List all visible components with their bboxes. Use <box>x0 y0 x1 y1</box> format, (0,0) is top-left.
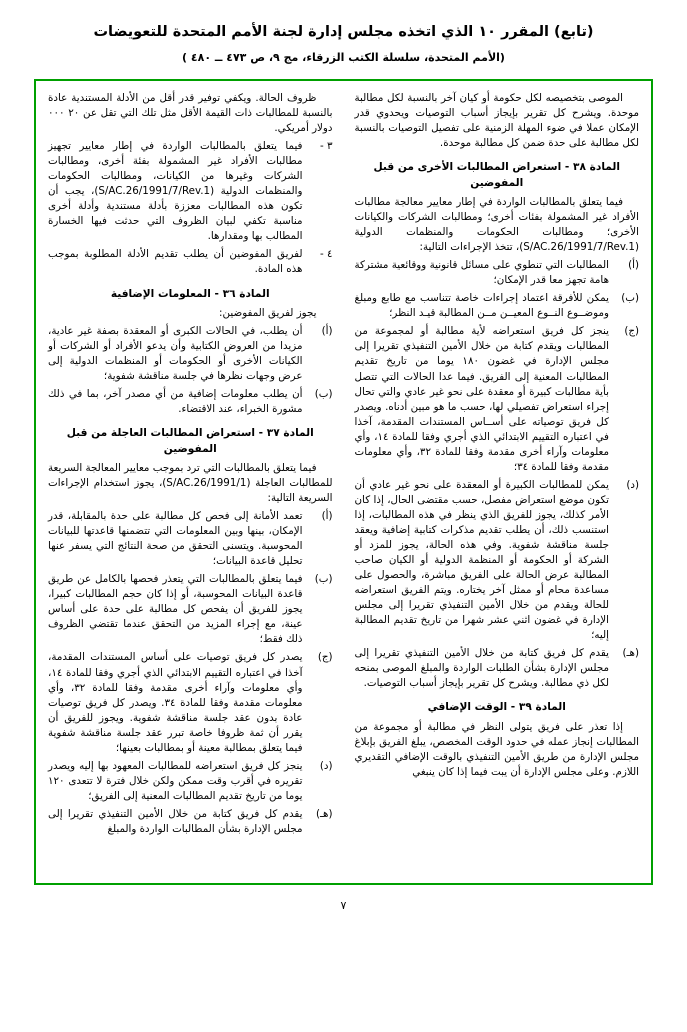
item-text: يقدم كل فريق كتابة من خلال الأمين التنفيذي تقريرا إلى مجلس الإدارة بشأن الطلبات الواردة والمبلغ الموصى بمنحه لكل ذي مطالبة. ويشرح كل تقرير بإيجاز أسباب التوصيات. <box>354 647 609 690</box>
section-39-heading: المادة ٣٩ - الوقت الإضافي <box>427 701 566 714</box>
item-marker: (ب) <box>621 292 639 305</box>
item-marker: (هـ) <box>622 647 639 660</box>
section-38-item <box>355 324 640 474</box>
item-text: لفريق المفوضين أن يطلب تقديم الأدلة المطلوبة بموجب هذه المادة. <box>48 248 303 276</box>
paragraph-continuation: ظروف الحالة. ويكفي توفير قدر أقل من الأدلة المستندية عادة بالنسبة للمطالبات ذات القيمة الأقل مثل تلك التي تقل عن ٢٠ ٠٠٠ دولار أمريكي. <box>48 92 333 135</box>
item-text: فيما يتعلق بالمطالبات الواردة في إطار معايير تجهيز مطالبات الأفراد غير المشمولة بفئة أخرى، ومطالبات الشركات وغيرها من الكيانات، ومطالبات الحكومات والمنظمات الدولية (S/AC.26/1991/7/Rev.1)، يجب أن تكون هذه المطالبات معززة بأدلة مستندية وأدلة أخرى مناسبة تكفي لبيان الظروف التي حدثت فيها الخسارة المطالب بها ومقدارها. <box>48 140 303 243</box>
item-text: تعمد الأمانة إلى فحص كل مطالبة على حدة بالمقابلة، قدر الإمكان، بينها وبين المعلومات التي تتضمنها قاعدتها للبيانات المحوسبة. ويتسنى التحقق من صحة النتائج التي يسفر عنها تحليل قاعدة البيانات؛ <box>48 510 303 568</box>
item-text: يمكن للأفرقة اعتماد إجراءات خاصة تتناسب مع طابع ومبلغ وموضــوع النــوع المعيــن مــن المطالبة قيـد النظر؛ <box>354 292 609 320</box>
section-38-item <box>355 291 640 321</box>
section-36-intro: يجوز لفريق المفوضين: <box>219 306 317 319</box>
item-text: المطالبات التي تنطوي على مسائل قانونية ووقائعية مشتركة هامة تجهز معا قدر الإمكان؛ <box>354 259 609 287</box>
item-marker: (أ) <box>628 259 639 272</box>
item-text: أن يطلب، في الحالات الكبرى أو المعقدة بصفة غير عادية، مزيدا من العروض الكتابية وأن يدعو الأفراد أو الشركات أو الكيانات الأخرى أو الحكومات أو المنظمات الدولية إلى عرض وجهات نظرها في جلسة مناقشة شفوية؛ <box>48 325 303 383</box>
section-38-intro: فيما يتعلق بالمطالبات الواردة في إطار معايير معالجة مطالبات الأفراد غير المشمولة بفئات أخرى؛ ومطالبات الشركات والكيانات الأخرى؛ ومطالبات الحكومات والمنظمات الدولية (S/AC.26/1991/7/Rev.1)، تتخذ الإجراءات التالية: <box>354 196 639 254</box>
item-marker: ٤ - <box>319 248 333 261</box>
right-column <box>48 91 333 871</box>
numbered-paragraph <box>48 139 333 244</box>
item-text: ينجز كل فريق استعراضه للمطالبات المعهود بها إليه ويصدر تقريره في أقرب وقت ممكن ولكن خلال فترة لا تتعدى ١٢٠ يوما من تاريخ تقديم المطالبات المعنية إلى الفريق؛ <box>48 759 303 802</box>
section-38-item <box>355 478 640 643</box>
section-37-item <box>48 759 333 804</box>
section-37-intro: فيما يتعلق بالمطالبات التي ترد بموجب معايير المعالجة السريعة للمطالبات العاجلة (S/AC.26/1991/1)، يجوز استخدام الإجراءات السريعة التالية: <box>48 462 333 505</box>
page-subtitle: (الأمم المتحدة، سلسلة الكتب الزرقاء، مج ٩، ص ٤٧٣ ــ ٤٨٠ ) <box>182 50 505 64</box>
left-column <box>355 91 640 871</box>
paragraph-continuation: الموصى بتخصيصه لكل حكومة أو كيان آخر بالنسبة لكل مطالبة موحدة. ويشرح كل تقرير بإيجاز أسباب التوصيات ويحدوي قدر الإمكان عملا في ضوء المهلة الزمنية على تفصيل التوصيات بالنسبة لكل مطالبة على حدة ضمن كل مطالبة موحدة. <box>354 92 639 150</box>
item-marker: (ج) <box>317 651 333 664</box>
section-37-heading: المادة ٣٧ - استعراض المطالبات العاجلة من قبل المفوضين <box>66 427 314 455</box>
item-marker: (ج) <box>624 325 639 338</box>
item-text: أن يطلب معلومات إضافية من أي مصدر آخر، بما في ذلك مشورة الخبراء، عند الاقتضاء. <box>48 388 303 416</box>
item-marker: (د) <box>319 759 333 772</box>
item-text: فيما يتعلق بالمطالبات التي يتعذر فحصها بالكامل عن طريق قاعدة البيانات المحوسبة، أو إذا كان حجم المطالبات كبيرا، يجوز للفريق أن يفحص كل مطالبة على حدة على أساس عينة، مع إجراء المزيد من التحقق عندما تقتضي الظروف ذلك فقط؛ <box>48 573 303 646</box>
item-marker: ٣ - <box>319 140 333 153</box>
two-column-layout <box>48 91 639 871</box>
item-text: ينجز كل فريق استعراضه لأية مطالبة أو لمجموعة من المطالبات ويقدم كتابة من خلال الأمين التنفيذي تقريرا إلى مجلس الإدارة في غضون ١٨٠ يوما من تاريخ تقديم المطالبات المعنية إلى الفريق. فيما عدا الحالات التي تتصل بأية مطالبات كبيرة أو معقدة على نحو غير عادي والتي تحال إجراء استعراض تفصيلي لها، حسب ما هو مبين أدناه. ويصدر كل فريق توصياته على أســاس المستندات المقدمة، آخذا في اعتباره التقييم الابتدائي الذي أجري وفقا للمادة ١٤، وأي معلومات وآراء أخرى مقدمة وفقا للمادة ٣٢، وأي معلومات مقدمة وفقا للمادة ٣٤؛ <box>354 325 609 473</box>
item-marker: (د) <box>626 478 639 491</box>
section-38-item <box>355 646 640 691</box>
numbered-paragraph <box>48 247 333 277</box>
item-text: يقدم كل فريق كتابة من خلال الأمين التنفيذي تقريرا إلى مجلس الإدارة بشأن المطالبات الواردة والمبلغ <box>48 807 303 835</box>
content-frame <box>34 79 653 885</box>
item-marker: (هـ) <box>316 807 333 820</box>
page-number: ٧ <box>340 899 347 913</box>
section-36-item <box>48 324 333 384</box>
section-36-heading: المادة ٣٦ - المعلومات الإضافية <box>110 287 270 300</box>
section-38-item <box>355 258 640 288</box>
item-text: يمكن للمطالبات الكبيرة أو المعقدة على نحو غير عادي أن تكون موضع استعراض مفصل، حسب مقتضى الحال، إذا كان الأمر كذلك، يجوز للفريق الذي ينظر في هذه المطالبات، إذا استنسب ذلك، أن يطلب تقديم مذكرات كتابية إضافية ويعقد جلسة مناقشة شفوية. وفي هذه الحالة، يجوز للمزد أو الشركة أو الحكومة أو المنظمة الدولية أو الكيان صاحب المطالبة عرض الحالة على الفريق مباشرة، والحصول على مساعدة محام أو ممثل آخر يختاره. ويتم الفريق استعراضه للحالة ويقدم من خلال الأمين التنفيذي تقريرا إلى مجلس الإدارة في غضون اثني عشر شهرا من تاريخ تقديم المطالبة إليه؛ <box>354 478 609 642</box>
section-37-item <box>48 807 333 837</box>
item-marker: (أ) <box>321 325 333 337</box>
section-38-heading: المادة ٣٨ - استعراض المطالبات الأخرى من قبل المفوضين <box>373 161 621 189</box>
section-37-item <box>48 572 333 647</box>
item-marker: (ب) <box>314 388 333 401</box>
section-39-text: إذا تعذر على فريق يتولى النظر في مطالبة أو مجموعة من المطالبات إنجاز عمله في حدود الوقت المخصص، يبلغ الفريق بإبلاغ مجلس الإدارة من طريق الأمين التنفيذي بالوقت الإضافي التقديري اللازم. وعلى مجلس الإدارة أن يبت فيما إذا كان ينبغي <box>354 720 639 778</box>
page-title: (تابع) المقرر ١٠ الذي اتخذه مجلس إدارة لجنة الأمم المتحدة للتعويضات <box>93 24 594 40</box>
item-marker: (أ) <box>321 510 333 523</box>
item-text: يصدر كل فريق توصيات على أساس المستندات المقدمة، آخذا في اعتباره التقييم الابتدائي الذي أجري وفقا للمادة ١٤، وأي معلومات وآراء أخرى مقدمة وفقا للمادة ٣٢، وأي معلومات مقدمة وفقا للمادة ٣٤. ويصدر كل فريق توصيات عادة بدون عقد جلسة مناقشة شفوية. ويجوز للفريق أن يقرر أن ثمة ظروفا خاصة تبرر عقد جلسة مناقشة شفوية فيما يتعلق بمطالبة معينة أو بمطالبات بعينها؛ <box>48 651 303 754</box>
section-36-item <box>48 387 333 417</box>
section-37-item <box>48 650 333 755</box>
item-marker: (ب) <box>314 573 333 586</box>
section-37-item <box>48 509 333 569</box>
